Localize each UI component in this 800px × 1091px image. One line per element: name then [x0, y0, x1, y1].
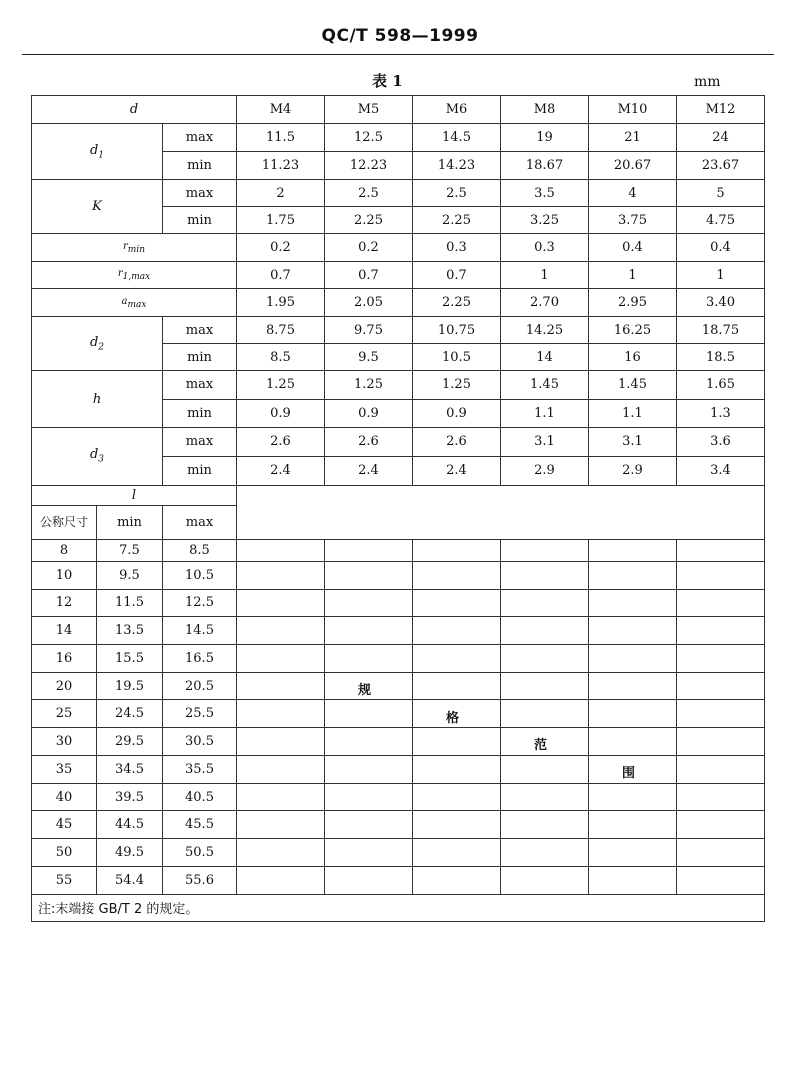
range-word-2: 格	[446, 711, 460, 726]
d2-max-value: 18.75	[677, 317, 765, 344]
K-min-value: 3.25	[501, 207, 589, 234]
r1_max-label	[32, 262, 237, 289]
l-min-value: 15.5	[97, 644, 163, 672]
r1_max-symbol: r	[117, 268, 123, 280]
d1-max-value: 11.5	[237, 124, 325, 152]
d2-min-value: 14	[501, 344, 589, 371]
d2-min-value: 10.5	[413, 344, 501, 371]
max-label: max	[163, 180, 237, 207]
table-row	[32, 485, 765, 505]
h-min-value: 1.1	[501, 399, 589, 427]
l-min-value: 13.5	[97, 617, 163, 645]
d1-min-value: 11.23	[237, 152, 325, 180]
l-nominal-value: 45	[32, 811, 97, 839]
l-min-value: 29.5	[97, 728, 163, 756]
l-min-value: 11.5	[97, 589, 163, 617]
K-max-value: 2.5	[413, 180, 501, 207]
d3-min-value: 3.4	[677, 456, 765, 485]
d1-max-value: 14.5	[413, 124, 501, 152]
r1_max-value: 1	[677, 262, 765, 289]
d-header: d	[32, 96, 237, 124]
min-label: min	[163, 344, 237, 371]
table-row	[32, 124, 765, 152]
h-max-value: 1.45	[589, 371, 677, 399]
a_max-value: 2.95	[589, 289, 677, 317]
l-nominal-value: 50	[32, 839, 97, 867]
table-row	[32, 894, 765, 921]
l-nominal-value: 40	[32, 783, 97, 811]
d2-max-value: 9.75	[325, 317, 413, 344]
r_min-value: 0.4	[589, 234, 677, 262]
l-nominal-value: 55	[32, 866, 97, 894]
r_min-value: 0.3	[413, 234, 501, 262]
l-max-value: 10.5	[163, 561, 237, 589]
l-nominal-value: 20	[32, 672, 97, 700]
r1_max-value: 1	[501, 262, 589, 289]
d3-symbol: d	[89, 447, 99, 463]
K-max-value: 5	[677, 180, 765, 207]
d1-label	[32, 124, 163, 180]
K-symbol: K	[92, 199, 102, 215]
l-nominal-value: 30	[32, 728, 97, 756]
l-min-value: 39.5	[97, 783, 163, 811]
l-max-value: 16.5	[163, 644, 237, 672]
r1_max-value: 1	[589, 262, 677, 289]
table-row	[32, 262, 765, 289]
l-min-value: 44.5	[97, 811, 163, 839]
d3-min-value: 2.4	[237, 456, 325, 485]
d1-max-value: 24	[677, 124, 765, 152]
min-label: min	[163, 399, 237, 427]
K-max-value: 2.5	[325, 180, 413, 207]
r_min-value: 0.3	[501, 234, 589, 262]
d1-subscript: 1	[98, 150, 105, 161]
K-max-value: 3.5	[501, 180, 589, 207]
size-header: M6	[413, 96, 501, 124]
d3-max-value: 3.6	[677, 427, 765, 456]
a_max-symbol: a	[121, 295, 128, 307]
l-max-value: 50.5	[163, 839, 237, 867]
h-max-value: 1.45	[501, 371, 589, 399]
d2-min-value: 16	[589, 344, 677, 371]
l-nominal-value: 8	[32, 539, 97, 561]
range-word-3: 范	[534, 738, 548, 753]
l-max-header: max	[163, 505, 237, 539]
d3-max-value: 2.6	[237, 427, 325, 456]
table-row	[32, 234, 765, 262]
table-row	[32, 180, 765, 207]
table-row	[32, 96, 765, 124]
h-min-value: 1.3	[677, 399, 765, 427]
l-max-value: 14.5	[163, 617, 237, 645]
r1_max-value: 0.7	[325, 262, 413, 289]
header-rule	[22, 54, 774, 55]
h-max-value: 1.25	[413, 371, 501, 399]
table-row	[32, 427, 765, 456]
min-label: min	[163, 152, 237, 180]
d2-min-value: 18.5	[677, 344, 765, 371]
d3-max-value: 3.1	[501, 427, 589, 456]
l-min-value: 24.5	[97, 700, 163, 728]
K-label	[32, 180, 163, 234]
d1-min-value: 12.23	[325, 152, 413, 180]
r1_max-value: 0.7	[237, 262, 325, 289]
K-min-value: 1.75	[237, 207, 325, 234]
r1_max-value: 0.7	[413, 262, 501, 289]
d1-min-value: 23.67	[677, 152, 765, 180]
l-max-value: 12.5	[163, 589, 237, 617]
d2-subscript: 2	[98, 342, 105, 353]
l-header: l	[32, 485, 237, 505]
d1-symbol: d	[89, 142, 99, 158]
d1-max-value: 12.5	[325, 124, 413, 152]
size-header: M12	[677, 96, 765, 124]
size-header: M4	[237, 96, 325, 124]
d3-max-value: 3.1	[589, 427, 677, 456]
table-row	[32, 317, 765, 344]
a_max-label	[32, 289, 237, 317]
d1-min-value: 20.67	[589, 152, 677, 180]
l-max-value: 20.5	[163, 672, 237, 700]
d3-subscript: 3	[98, 454, 105, 465]
h-max-value: 1.65	[677, 371, 765, 399]
r_min-value: 0.2	[325, 234, 413, 262]
h-min-value: 0.9	[413, 399, 501, 427]
l-min-header: min	[97, 505, 163, 539]
size-header: M8	[501, 96, 589, 124]
h-symbol: h	[92, 391, 102, 407]
a_max-value: 1.95	[237, 289, 325, 317]
max-label: max	[163, 371, 237, 399]
l-min-value: 34.5	[97, 755, 163, 783]
l-min-value: 19.5	[97, 672, 163, 700]
max-label: max	[163, 124, 237, 152]
l-max-value: 40.5	[163, 783, 237, 811]
spec-range-overlay	[237, 540, 764, 894]
d3-max-value: 2.6	[325, 427, 413, 456]
d2-max-value: 10.75	[413, 317, 501, 344]
table-row	[32, 371, 765, 399]
l-nominal-value: 16	[32, 644, 97, 672]
d1-min-value: 14.23	[413, 152, 501, 180]
r_min-value: 0.2	[237, 234, 325, 262]
h-min-value: 1.1	[589, 399, 677, 427]
size-header: M5	[325, 96, 413, 124]
d3-min-value: 2.4	[325, 456, 413, 485]
a_max-value: 2.25	[413, 289, 501, 317]
blank-area	[237, 485, 765, 539]
l-min-value: 7.5	[97, 539, 163, 561]
d1-max-value: 19	[501, 124, 589, 152]
K-min-value: 2.25	[325, 207, 413, 234]
d3-min-value: 2.9	[589, 456, 677, 485]
range-word-4: 围	[622, 766, 636, 781]
l-min-value: 9.5	[97, 561, 163, 589]
K-min-value: 2.25	[413, 207, 501, 234]
l-nominal-value: 10	[32, 561, 97, 589]
r1_max-subscript: 1,max	[122, 272, 151, 283]
l-max-value: 55.6	[163, 866, 237, 894]
document-header: QC/T 598—1999	[321, 26, 479, 46]
d2-min-value: 8.5	[237, 344, 325, 371]
K-min-value: 4.75	[677, 207, 765, 234]
h-label	[32, 371, 163, 427]
r_min-value: 0.4	[677, 234, 765, 262]
l-nominal-value: 14	[32, 617, 97, 645]
l-max-value: 30.5	[163, 728, 237, 756]
d3-min-value: 2.4	[413, 456, 501, 485]
K-min-value: 3.75	[589, 207, 677, 234]
K-max-value: 4	[589, 180, 677, 207]
d2-max-value: 16.25	[589, 317, 677, 344]
K-max-value: 2	[237, 180, 325, 207]
l-max-value: 45.5	[163, 811, 237, 839]
max-label: max	[163, 317, 237, 344]
h-min-value: 0.9	[237, 399, 325, 427]
l-min-value: 49.5	[97, 839, 163, 867]
r_min-subscript: min	[127, 244, 145, 255]
d3-min-value: 2.9	[501, 456, 589, 485]
range-word-1: 规	[358, 683, 372, 698]
table-caption: 表 1	[372, 72, 403, 90]
r_min-symbol: r	[123, 240, 128, 252]
max-label: max	[163, 427, 237, 456]
d1-max-value: 21	[589, 124, 677, 152]
a_max-value: 2.05	[325, 289, 413, 317]
d2-symbol: d	[89, 335, 99, 351]
d1-min-value: 18.67	[501, 152, 589, 180]
d2-min-value: 9.5	[325, 344, 413, 371]
l-max-value: 8.5	[163, 539, 237, 561]
h-max-value: 1.25	[237, 371, 325, 399]
min-label: min	[163, 207, 237, 234]
l-nominal-value: 35	[32, 755, 97, 783]
size-header: M10	[589, 96, 677, 124]
l-max-value: 25.5	[163, 700, 237, 728]
a_max-value: 3.40	[677, 289, 765, 317]
table-note: 注:末端接 GB/T 2 的规定。	[32, 894, 765, 921]
d3-max-value: 2.6	[413, 427, 501, 456]
a_max-subscript: max	[127, 299, 147, 310]
table-row	[32, 289, 765, 317]
d3-label	[32, 427, 163, 485]
d2-max-value: 8.75	[237, 317, 325, 344]
d2-max-value: 14.25	[501, 317, 589, 344]
h-max-value: 1.25	[325, 371, 413, 399]
r_min-label	[32, 234, 237, 262]
l-max-value: 35.5	[163, 755, 237, 783]
l-min-value: 54.4	[97, 866, 163, 894]
min-label: min	[163, 456, 237, 485]
nominal-size-header: 公称尺寸	[32, 505, 97, 539]
l-nominal-value: 25	[32, 700, 97, 728]
d2-label	[32, 317, 163, 371]
l-nominal-value: 12	[32, 589, 97, 617]
a_max-value: 2.70	[501, 289, 589, 317]
h-min-value: 0.9	[325, 399, 413, 427]
unit-label: mm	[694, 74, 721, 90]
